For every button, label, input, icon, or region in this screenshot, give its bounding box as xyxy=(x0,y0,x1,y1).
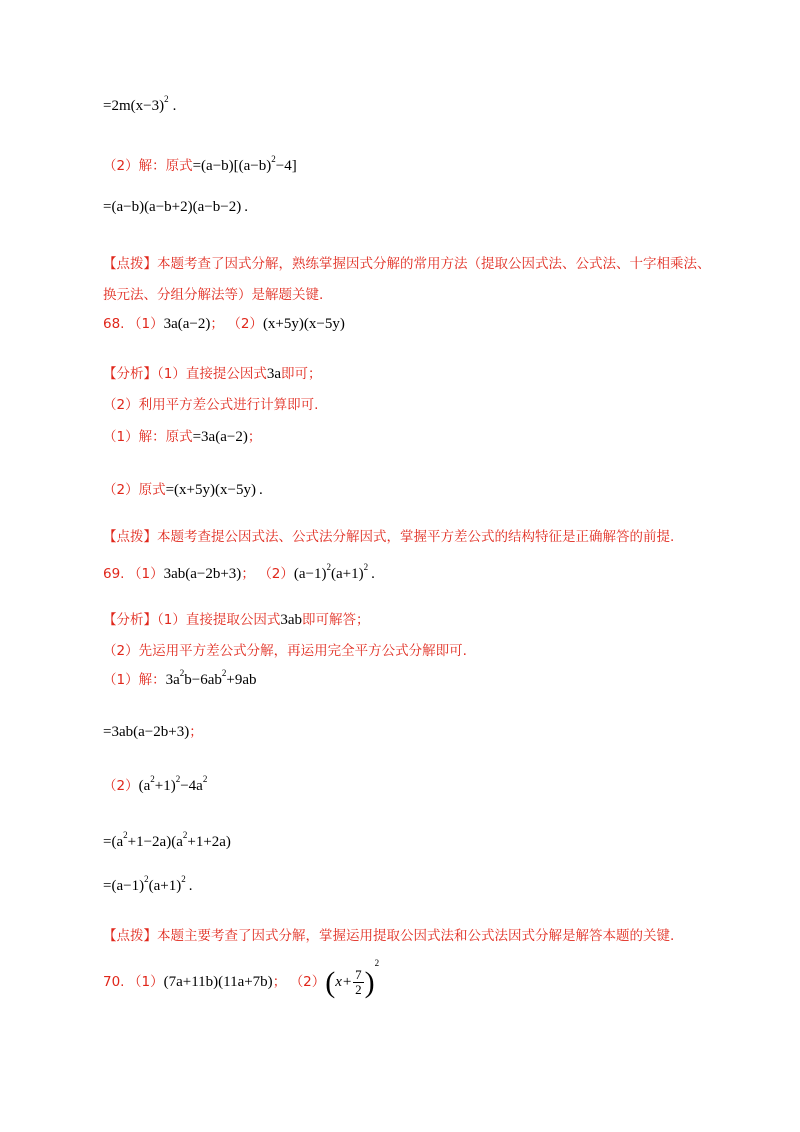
equation-line: =(a−b)(a−b+2)(a−b−2) . xyxy=(103,199,248,215)
equation-line: $=(a^2+1-2a)(a^2+1+2a)$ xyxy=(103,830,231,850)
hint-paragraph: 【点拨】本题考查提公因式法、公式法分解因式，掌握平方差公式的结构特征是正确解答的前提. xyxy=(103,529,675,545)
analysis-line: （2）先运用平方差公式分解，再运用完全平方公式分解即可. xyxy=(103,643,467,659)
hint-paragraph: 【点拨】本题考查了因式分解，熟练掌握因式分解的常用方法（提取公因式法、公式法、十字相乘法、 xyxy=(103,256,711,272)
equation-line: =3ab(a−2b+3)； xyxy=(103,724,203,740)
question-number: 70. xyxy=(103,974,125,990)
fraction: $\frac{7}{2}$ xyxy=(355,967,362,998)
equation-line: $=2m(x-3)^2$ . xyxy=(103,94,177,114)
hint-paragraph: 【点拨】本题主要考查了因式分解，掌握运用提取公因式法和公式法因式分解是解答本题的关键. xyxy=(103,928,675,944)
solution-line: （1）解：$3a^2b-6ab^2+9ab$ xyxy=(103,668,257,688)
question-70: 70. （1）(7a+11b)(11a+7b)； （2）(x+ $\frac{7}{2}$ )$^2$ xyxy=(103,958,380,999)
solution-line: （1）解：原式=3a(a−2)； xyxy=(103,429,262,445)
question-number: 68. xyxy=(103,316,125,332)
analysis-line: （2）利用平方差公式进行计算即可. xyxy=(103,397,319,413)
hint-paragraph-continued: 换元法、分组分解法等）是解题关键. xyxy=(103,287,324,303)
analysis-line: 【分析】（1）直接提取公因式3ab即可解答； xyxy=(103,612,370,628)
analysis-line: 【分析】（1）直接提公因式3a即可； xyxy=(103,366,322,382)
question-69: 69. （1）3ab(a−2b+3)； $(2)(a-1)^2(a+1)^2$ . xyxy=(103,562,375,582)
solution-line: （2）解：原式$=(a-b)[(a-b)^2-4]$ xyxy=(103,154,297,174)
equation-line: $=(a-1)^2(a+1)^2$ . xyxy=(103,874,193,894)
question-68: 68. （1）3a(a−2)； （2）(x+5y)(x−5y) xyxy=(103,316,345,332)
solution-line: $(2)(a^2+1)^2-4a^2$ xyxy=(103,774,208,794)
solution-line: （2）原式=(x+5y)(x−5y) . xyxy=(103,482,263,498)
question-number: 69. xyxy=(103,566,125,582)
hint-tag: 【点拨】 xyxy=(103,256,157,272)
